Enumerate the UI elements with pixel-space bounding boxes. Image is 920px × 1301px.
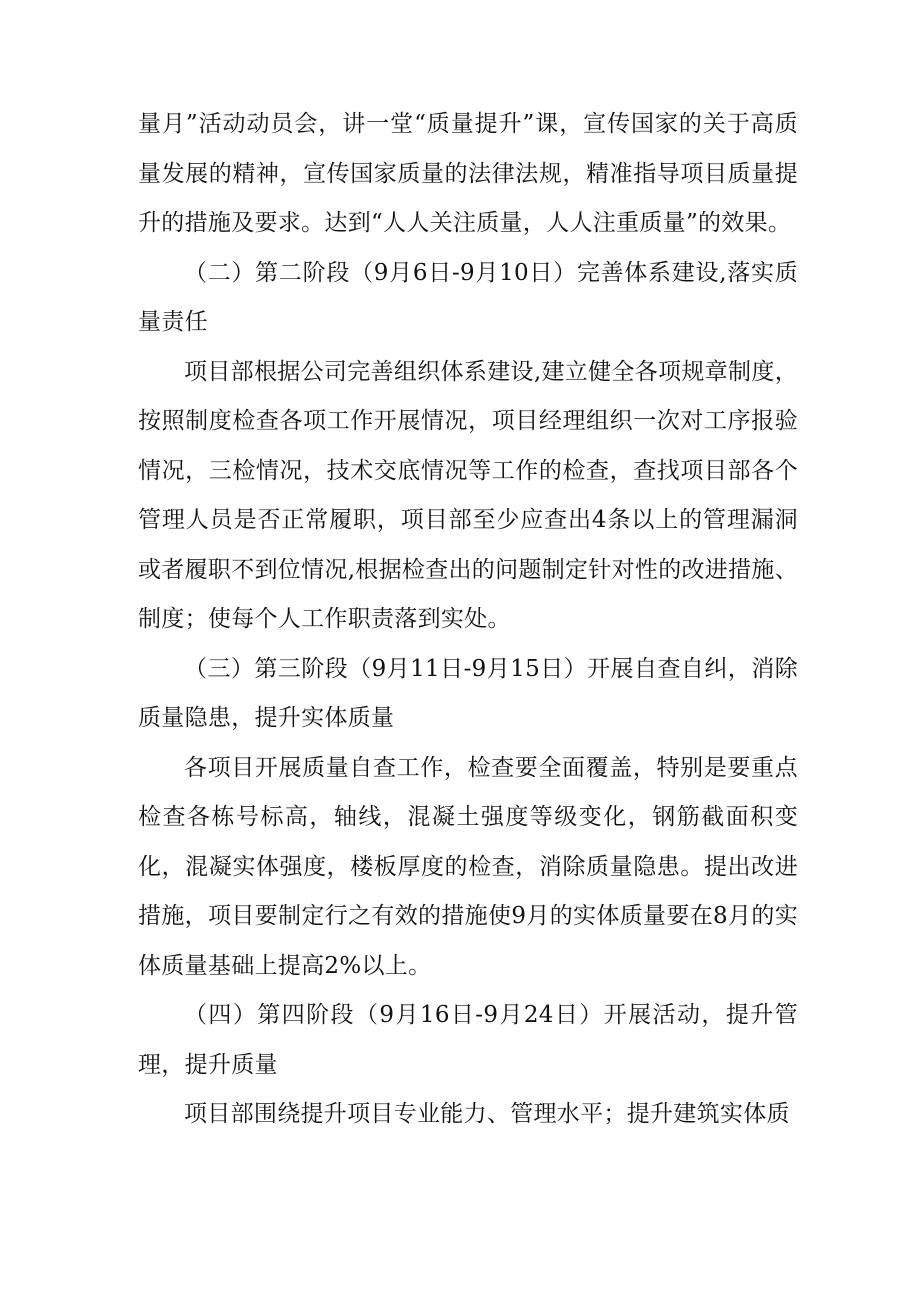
heading-stage-3: （三）第三阶段（9月11日-9月15日）开展自查自纠，消除质量隐患，提升实体质量 bbox=[138, 655, 798, 731]
heading-stage-4: （四）第四阶段（9月16日-9月24日）开展活动，提升管理，提升质量 bbox=[138, 1002, 798, 1078]
document-page bbox=[138, 100, 798, 1140]
paragraph-stage-4: 项目部围绕提升项目专业能力、管理水平；提升建筑实体质 bbox=[184, 1101, 790, 1127]
heading-stage-2: （二）第二阶段（9月6日-9月10日）完善体系建设,落实质量责任 bbox=[138, 259, 798, 335]
paragraph-stage-3: 各项目开展质量自查工作，检查要全面覆盖，特别是要重点检查各栋号标高，轴线，混凝土强度等级变化，钢筋截面积变化，混凝实体强度，楼板厚度的检查，消除质量隐患。提出改进措施，项目要制定行之有效的措施使9月的实体质量要在8月的实体质量基础上提高2%以上。 bbox=[138, 754, 798, 979]
paragraph-continued-activity: 量月”活动动员会，讲一堂“质量提升”课，宣传国家的关于高质量发展的精神，宣传国家质量的法律法规，精准指导项目质量提升的措施及要求。达到“人人关注质量，人人注重质量”的效果。 bbox=[138, 111, 798, 236]
paragraph-stage-2: 项目部根据公司完善组织体系建设,建立健全各项规章制度，按照制度检查各项工作开展情况，项目经理组织一次对工序报验情况，三检情况，技术交底情况等工作的检查，查找项目部各个管理人员是否正常履职，项目部至少应查出4条以上的管理漏洞或者履职不到位情况,根据检查出的问题制定针对性的改进措施、制度；使每个人工作职责落到实处。 bbox=[138, 358, 799, 632]
